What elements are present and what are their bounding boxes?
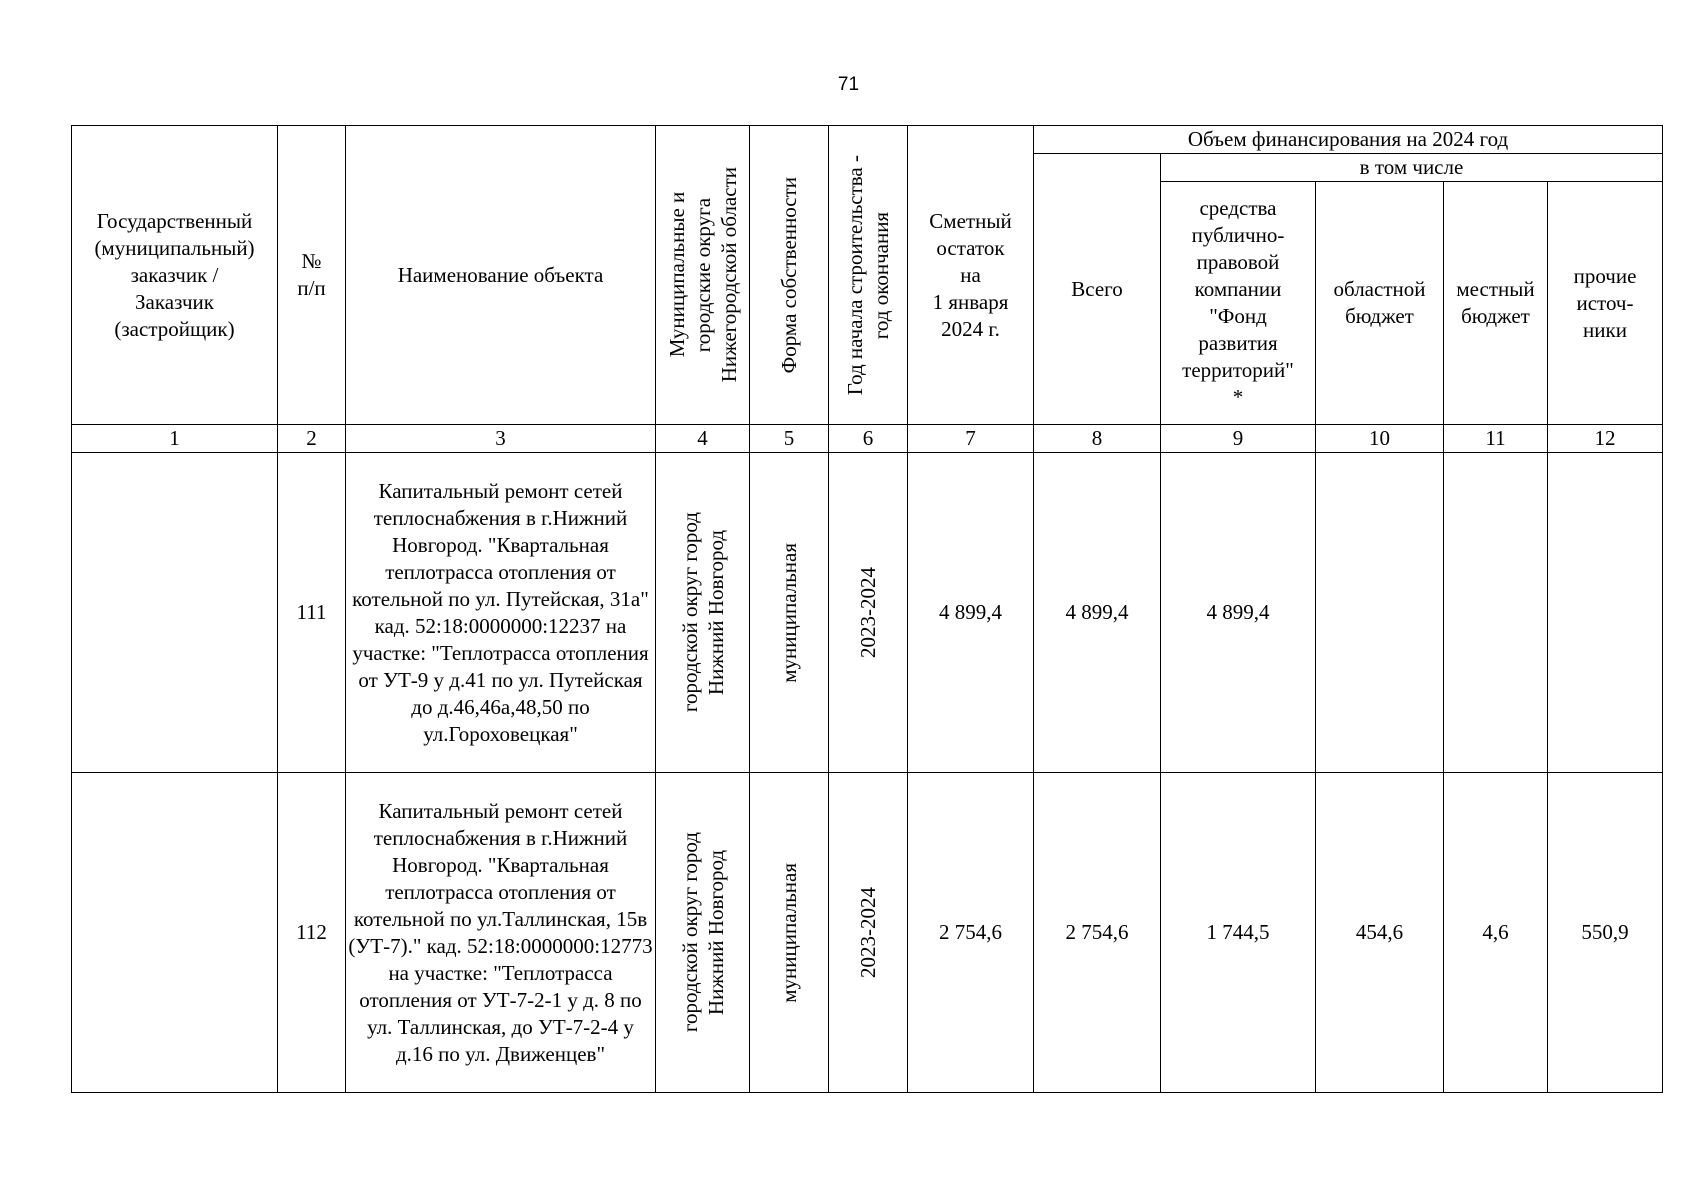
cell-ownership: муниципальная	[750, 773, 829, 1093]
cell-total: 4 899,4	[1034, 453, 1161, 773]
cell-total: 2 754,6	[1034, 773, 1161, 1093]
cell-number: 112	[278, 773, 346, 1093]
header-local: местный бюджет	[1444, 182, 1548, 425]
header-fund: средства публично- правовой компании "Фонд развития территорий" *	[1161, 182, 1316, 425]
column-number: 12	[1548, 425, 1663, 453]
cell-balance: 4 899,4	[908, 453, 1034, 773]
column-number: 7	[908, 425, 1034, 453]
cell-other	[1548, 453, 1663, 773]
page-number: 71	[837, 74, 860, 95]
column-number: 10	[1316, 425, 1444, 453]
header-total: Всего	[1034, 154, 1161, 425]
header-ownership: Форма собственности	[750, 126, 829, 425]
financing-table	[71, 125, 1663, 1093]
column-number: 2	[278, 425, 346, 453]
cell-years: 2023-2024	[829, 773, 908, 1093]
cell-fund: 1 744,5	[1161, 773, 1316, 1093]
header-other: прочие источ- ники	[1548, 182, 1663, 425]
header-including: в том числе	[1161, 154, 1663, 182]
header-regional: областной бюджет	[1316, 182, 1444, 425]
header-balance: Сметный остаток на 1 января 2024 г.	[908, 126, 1034, 425]
cell-number: 111	[278, 453, 346, 773]
header-row-group	[72, 126, 1663, 154]
cell-balance: 2 754,6	[908, 773, 1034, 1093]
column-number: 6	[829, 425, 908, 453]
header-number: № п/п	[278, 126, 346, 425]
header-financing-group: Объем финансирования на 2024 год	[1034, 126, 1663, 154]
cell-municipality: городской округ город Нижний Новгород	[656, 453, 750, 773]
header-object-name: Наименование объекта	[346, 126, 656, 425]
cell-regional: 454,6	[1316, 773, 1444, 1093]
table-row	[72, 773, 1663, 1093]
cell-customer	[72, 453, 278, 773]
header-customer: Государственный (муниципальный) заказчик / Заказчик (застройщик)	[72, 126, 278, 425]
column-number: 8	[1034, 425, 1161, 453]
cell-years: 2023-2024	[829, 453, 908, 773]
column-numbers-row	[72, 425, 1663, 453]
header-years: Год начала строительства - год окончания	[829, 126, 908, 425]
column-number: 3	[346, 425, 656, 453]
cell-ownership: муниципальная	[750, 453, 829, 773]
column-number: 1	[72, 425, 278, 453]
header-municipality: Муниципальные и городские округа Нижегородской области	[656, 126, 750, 425]
cell-customer	[72, 773, 278, 1093]
cell-local: 4,6	[1444, 773, 1548, 1093]
cell-local	[1444, 453, 1548, 773]
column-number: 9	[1161, 425, 1316, 453]
cell-municipality: городской округ город Нижний Новгород	[656, 773, 750, 1093]
cell-object-name: Капитальный ремонт сетей теплоснабжения в г.Нижний Новгород. "Квартальная теплотрасса отопления от котельной по ул.Таллинская, 15в (УТ-7)." кад. 52:18:0000000:12773 на участке: "Теплотрасса отопления от УТ-7-2-1 у д. 8 по ул. Таллинская, до УТ-7-2-4 у д.16 по ул. Движенцев"	[346, 773, 656, 1093]
cell-regional	[1316, 453, 1444, 773]
cell-fund: 4 899,4	[1161, 453, 1316, 773]
cell-object-name: Капитальный ремонт сетей теплоснабжения в г.Нижний Новгород. "Квартальная теплотрасса отопления от котельной по ул. Путейская, 31а" кад. 52:18:0000000:12237 на участке: "Теплотрасса отопления от УТ-9 у д.41 по ул. Путейская до д.46,46а,48,50 по ул.Гороховецкая"	[346, 453, 656, 773]
column-number: 4	[656, 425, 750, 453]
column-number: 11	[1444, 425, 1548, 453]
cell-other: 550,9	[1548, 773, 1663, 1093]
table-row	[72, 453, 1663, 773]
column-number: 5	[750, 425, 829, 453]
